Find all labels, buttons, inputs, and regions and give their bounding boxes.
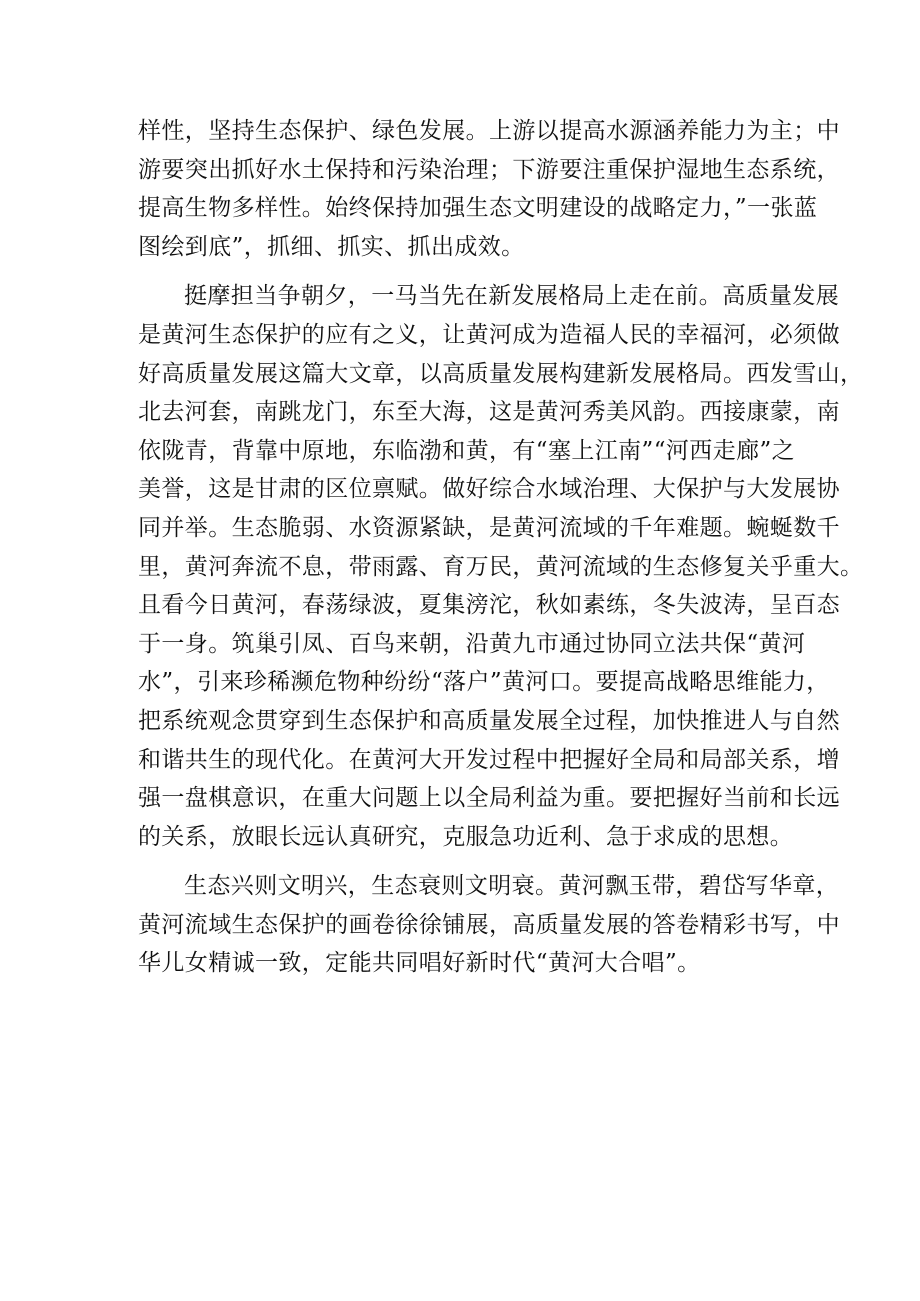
text-line: 生态兴则文明兴，生态衰则文明衰。黄河飘玉带，碧岱写华章，: [184, 873, 840, 900]
text-line: 于一身。筑巢引凤、百鸟来朝，沿黄九市通过协同立法共保“黄河: [138, 630, 806, 657]
text-line: 黄河流域生态保护的画卷徐徐铺展，高质量发展的答卷精彩书写，中: [138, 911, 840, 938]
text-line: 是黄河生态保护的应有之义，让黄河成为造福人民的幸福河，必须做: [138, 321, 840, 348]
text-line: 提高生物多样性。始终保持加强生态文明建设的战略定力，”一张蓝: [138, 195, 818, 222]
paragraph-1: [138, 112, 840, 266]
text-line: 强一盘棋意识，在重大问题上以全局利益为重。要把握好当前和长远: [138, 785, 840, 812]
text-line: 同并举。生态脆弱、水资源紧缺，是黄河流域的千年难题。蜿蜒数千: [138, 514, 840, 541]
text-line: 图绘到底”，抓细、抓实、抓出成效。: [138, 233, 525, 260]
text-line: 且看今日黄河，春荡绿波，夏集滂沱，秋如素练，冬失波涛，呈百态: [138, 592, 840, 619]
text-line: 和谐共生的现代化。在黄河大开发过程中把握好全局和局部关系，增: [138, 746, 840, 773]
text-line: 挺摩担当争朝夕，一马当先在新发展格局上走在前。高质量发展: [184, 283, 840, 310]
text-line: 把系统观念贯穿到生态保护和高质量发展全过程，加快推进人与自然: [138, 707, 840, 734]
text-line: 样性，坚持生态保护、绿色发展。上游以提高水源涵养能力为主；中: [138, 118, 840, 144]
text-line: 好高质量发展这篇大文章，以高质量发展构建新发展格局。西发雪山，: [138, 360, 864, 387]
text-line: 的关系，放眼长远认真研究，克服急功近利、急于求成的思想。: [138, 823, 794, 850]
text-line: 依陇青，背靠中原地，东临渤和黄，有“塞上江南”“河西走廊”之: [138, 437, 796, 464]
paragraph-2: [138, 277, 864, 856]
text-line: 美誉，这是甘肃的区位禀赋。做好综合水域治理、大保护与大发展协: [138, 476, 840, 503]
text-line: 北去河套，南跳龙门，东至大海，这是黄河秀美风韵。西接康蒙，南: [138, 399, 840, 426]
text-line: 华儿女精诚一致，定能共同唱好新时代“黄河大合唱”。: [138, 950, 701, 977]
document-body: [138, 112, 864, 983]
text-line: 水”，引来珍稀濒危物种纷纷“落户”黄河口。要提高战略思维能力，: [138, 669, 830, 696]
text-line: 游要突出抓好水土保持和污染治理；下游要注重保护湿地生态系统，: [138, 156, 840, 183]
paragraph-3: [138, 867, 840, 983]
text-line: 里，黄河奔流不息，带雨露、育万民，黄河流域的生态修复关乎重大。: [138, 553, 864, 580]
